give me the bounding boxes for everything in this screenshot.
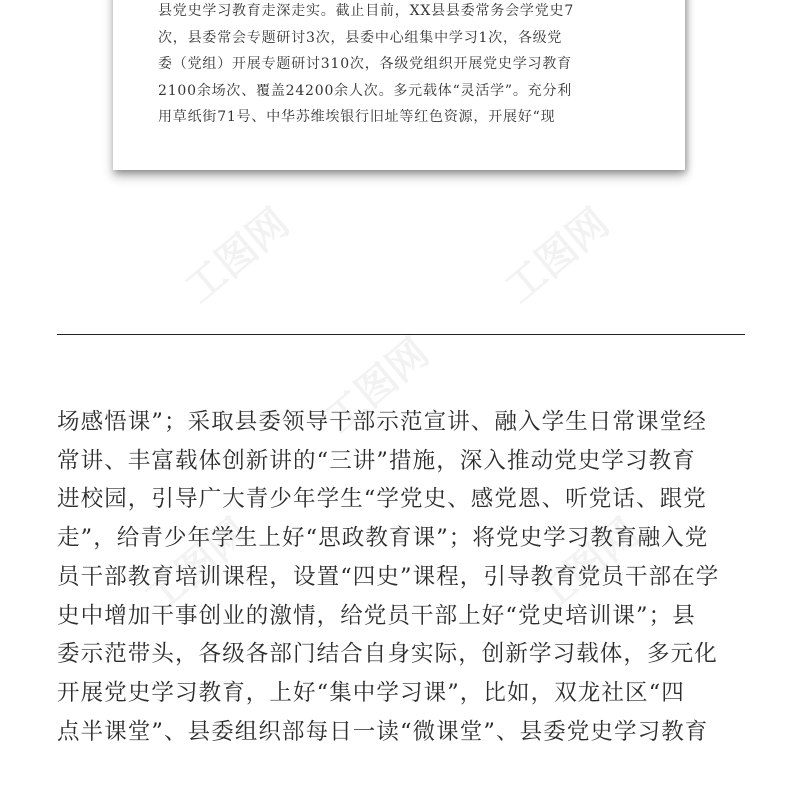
- body-text-line: 走”，给青少年学生上好“思政教育课”；将党史学习教育融入党: [57, 525, 709, 552]
- watermark: 工图网: [176, 199, 298, 313]
- upper-text-line: 次，县委常会专题研讨3次，县委中心组集中学习1次，各级党: [158, 29, 563, 46]
- watermark: 工图网: [136, 509, 258, 623]
- upper-text-line: 用草纸街71号、中华苏维埃银行旧址等红色资源，开展好“现: [158, 109, 556, 125]
- upper-text-line: 2100余场次、覆盖24200余人次。多元载体“灵活学”。充分利: [158, 82, 573, 99]
- watermark: 工图网: [496, 199, 618, 313]
- body-text-line: 进校园，引导广大青少年学生“学党史、感党恩、听党话、跟党: [57, 486, 707, 513]
- body-text-line: 史中增加干事创业的激情，给党员干部上好“党史培训课”；县: [57, 602, 696, 629]
- upper-card: [113, 0, 685, 170]
- upper-text-line: 委（党组）开展专题研讨310次，各级党组织开展党史学习教育: [158, 56, 572, 72]
- watermark: 工图网: [526, 509, 648, 623]
- body-text-line: 员干部教育培训课程，设置“四史”课程，引导教育党员干部在学: [57, 563, 720, 590]
- body-text-line: 常讲、丰富载体创新讲的“三讲”措施，深入推动党史学习教育: [57, 447, 696, 474]
- upper-text-block: [158, 0, 648, 131]
- body-text-line: 委示范带头，各级各部门结合自身实际，创新学习载体，多元化: [57, 641, 718, 668]
- upper-text-line: 县党史学习教育走深走实。截止目前，XX县县委常务会学党史7: [158, 3, 575, 19]
- body-text-line: 场感悟课”；采取县委领导干部示范宣讲、融入学生日常课堂经: [57, 409, 707, 435]
- body-text-block: [57, 403, 747, 751]
- body-text-line: 点半课堂”、县委组织部每日一读“微课堂”、县委党史学习教育: [57, 718, 709, 745]
- section-divider: [57, 334, 745, 335]
- body-text-line: 开展党史学习教育，上好“集中学习课”，比如，双龙社区“四: [57, 679, 685, 706]
- watermark: 工图网: [316, 329, 438, 443]
